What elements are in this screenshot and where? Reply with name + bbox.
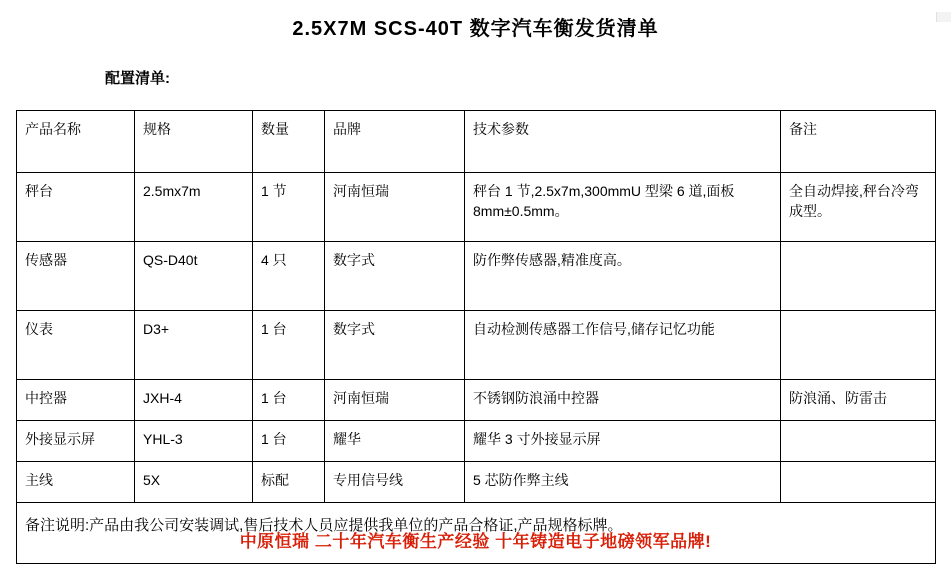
cell-spec: 2.5mx7m xyxy=(135,173,253,242)
cell-params: 不锈钢防浪涌中控器 xyxy=(465,380,781,421)
cell-name: 中控器 xyxy=(17,380,135,421)
cell-qty: 标配 xyxy=(253,462,325,503)
footer-slogan: 中原恒瑞 二十年汽车衡生产经验 十年铸造电子地磅领军品牌! xyxy=(239,532,712,551)
table-header-row xyxy=(17,111,936,173)
cell-name: 外接显示屏 xyxy=(17,421,135,462)
column-header-name: 产品名称 xyxy=(17,111,135,173)
config-list-label: 配置清单: xyxy=(105,70,170,87)
spec-table xyxy=(16,110,936,564)
cell-name: 主线 xyxy=(17,462,135,503)
cell-remark: 防浪涌、防雷击 xyxy=(781,380,936,421)
cell-brand: 专用信号线 xyxy=(325,462,465,503)
table-row xyxy=(17,173,936,242)
cell-brand: 河南恒瑞 xyxy=(325,380,465,421)
cell-params: 自动检测传感器工作信号,储存记忆功能 xyxy=(465,311,781,380)
cell-params: 耀华 3 寸外接显示屏 xyxy=(465,421,781,462)
page-title: 2.5X7M SCS-40T 数字汽车衡发货清单 xyxy=(292,18,659,40)
table-row xyxy=(17,421,936,462)
table-row xyxy=(17,242,936,311)
spec-table-wrapper xyxy=(16,110,935,564)
cell-remark xyxy=(781,462,936,503)
column-header-spec: 规格 xyxy=(135,111,253,173)
cell-qty: 1 节 xyxy=(253,173,325,242)
column-header-remark: 备注 xyxy=(781,111,936,173)
cell-spec: QS-D40t xyxy=(135,242,253,311)
cell-remark xyxy=(781,421,936,462)
table-row xyxy=(17,311,936,380)
cell-params: 5 芯防作弊主线 xyxy=(465,462,781,503)
cell-remark: 全自动焊接,秤台冷弯成型。 xyxy=(781,173,936,242)
cell-brand: 耀华 xyxy=(325,421,465,462)
cell-remark xyxy=(781,242,936,311)
cell-spec: JXH-4 xyxy=(135,380,253,421)
document-page xyxy=(0,12,951,582)
cell-spec: 5X xyxy=(135,462,253,503)
column-header-qty: 数量 xyxy=(253,111,325,173)
cell-name: 传感器 xyxy=(17,242,135,311)
cell-brand: 数字式 xyxy=(325,242,465,311)
column-header-brand: 品牌 xyxy=(325,111,465,173)
cell-qty: 4 只 xyxy=(253,242,325,311)
column-header-params: 技术参数 xyxy=(465,111,781,173)
table-row xyxy=(17,380,936,421)
cell-qty: 1 台 xyxy=(253,311,325,380)
cell-qty: 1 台 xyxy=(253,421,325,462)
cell-params: 防作弊传感器,精准度高。 xyxy=(465,242,781,311)
cell-brand: 数字式 xyxy=(325,311,465,380)
cell-name: 秤台 xyxy=(17,173,135,242)
scrollbar-corner[interactable] xyxy=(936,12,951,22)
cell-params: 秤台 1 节,2.5x7m,300mmU 型梁 6 道,面板 8mm±0.5mm。 xyxy=(465,173,781,242)
cell-brand: 河南恒瑞 xyxy=(325,173,465,242)
cell-remark xyxy=(781,311,936,380)
cell-spec: D3+ xyxy=(135,311,253,380)
cell-spec: YHL-3 xyxy=(135,421,253,462)
table-row xyxy=(17,462,936,503)
cell-name: 仪表 xyxy=(17,311,135,380)
cell-qty: 1 台 xyxy=(253,380,325,421)
note-text: 备注说明:产品由我公司安装调试,售后技术人员应提供我单位的产品合格证,产品规格标牌。 xyxy=(17,503,936,564)
